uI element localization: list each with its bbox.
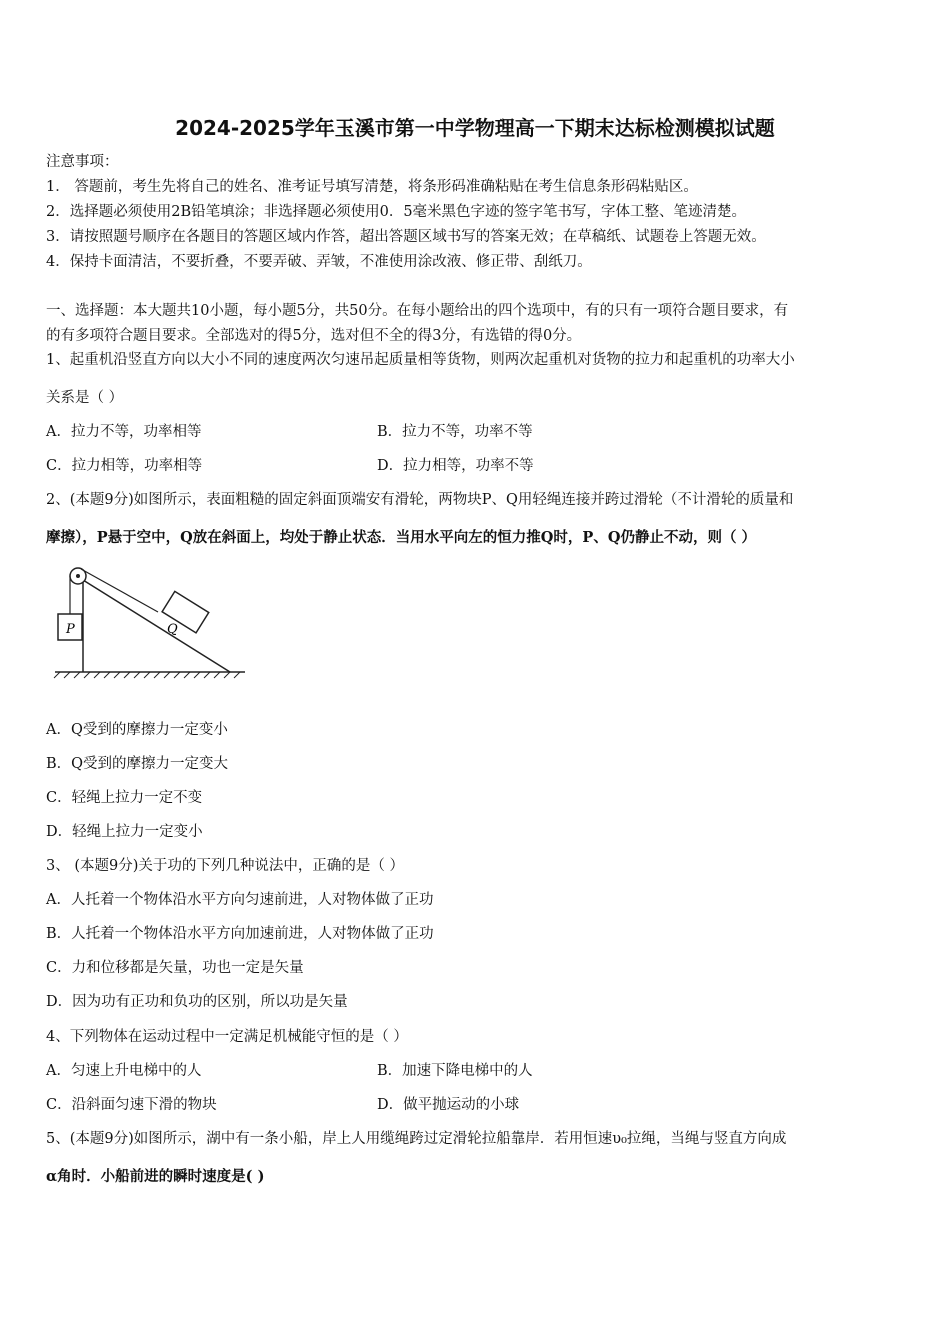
notice-item: 3．请按照题号顺序在各题目的答题区域内作答，超出答题区域书写的答案无效；在草稿纸、试题卷上答题无效。 xyxy=(46,229,766,245)
q4-option-c: C．沿斜面匀速下滑的物块 xyxy=(46,1097,217,1113)
incline-pulley-diagram xyxy=(50,562,250,682)
section-instructions-line2: 的有多项符合题目要求。全部选对的得5分，选对但不全的得3分，有选错的得0分。 xyxy=(46,328,582,344)
q3-stem: 3、 (本题9分)关于功的下列几种说法中，正确的是（ ） xyxy=(46,858,404,874)
q2-option-b: B．Q受到的摩擦力一定变大 xyxy=(46,756,229,772)
incline-slope xyxy=(83,580,230,672)
q2-option-c: C．轻绳上拉力一定不变 xyxy=(46,790,203,806)
q2-option-d: D．轻绳上拉力一定变小 xyxy=(46,824,203,840)
notice-item: 4．保持卡面清洁，不要折叠，不要弄破、弄皱，不准使用涂改液、修正带、刮纸刀。 xyxy=(46,254,592,270)
rope-to-q xyxy=(81,569,158,612)
q3-option-d: D．因为功有正功和负功的区别，所以功是矢量 xyxy=(46,994,348,1010)
q3-option-c: C．力和位移都是矢量，功也一定是矢量 xyxy=(46,960,304,976)
block-q-label: Q xyxy=(167,622,178,637)
q2-stem-line2: 摩擦），P悬于空中，Q放在斜面上，均处于静止状态．当用水平向左的恒力推Q时，P、Q仍静止不动，则（ ） xyxy=(46,529,756,546)
q4-stem: 4、下列物体在运动过程中一定满足机械能守恒的是（ ） xyxy=(46,1029,408,1045)
q1-option-d: D．拉力相等，功率不等 xyxy=(377,458,534,474)
q1-stem-line1: 1、起重机沿竖直方向以大小不同的速度两次匀速吊起质量相等货物，则两次起重机对货物的拉力和起重机的功率大小 xyxy=(46,352,795,368)
q4-option-b: B．加速下降电梯中的人 xyxy=(377,1063,533,1079)
q2-stem-line1: 2、(本题9分)如图所示，表面粗糙的固定斜面顶端安有滑轮，两物块P、Q用轻绳连接并跨过滑轮（不计滑轮的质量和 xyxy=(46,492,794,508)
notice-heading: 注意事项： xyxy=(46,154,119,170)
section-instructions-line1: 一、选择题：本大题共10小题，每小题5分，共50分。在每小题给出的四个选项中，有的只有一项符合题目要求，有 xyxy=(46,303,789,319)
q1-option-c: C．拉力相等，功率相等 xyxy=(46,458,203,474)
q5-stem-line2: α角时．小船前进的瞬时速度是( ) xyxy=(46,1168,265,1185)
q3-option-a: A．人托着一个物体沿水平方向匀速前进，人对物体做了正功 xyxy=(46,892,434,908)
q1-option-a: A．拉力不等，功率相等 xyxy=(46,424,202,440)
q4-option-a: A．匀速上升电梯中的人 xyxy=(46,1063,202,1079)
q3-option-b: B．人托着一个物体沿水平方向加速前进，人对物体做了正功 xyxy=(46,926,434,942)
ground-hatching xyxy=(54,672,240,678)
q4-option-d: D．做平抛运动的小球 xyxy=(377,1097,520,1113)
pulley-axle xyxy=(76,574,80,578)
q1-stem-line2: 关系是（ ） xyxy=(46,390,124,406)
block-p-label: P xyxy=(66,622,75,637)
notice-item: 1． 答题前，考生先将自己的姓名、准考证号填写清楚，将条形码准确粘贴在考生信息条形码粘贴区。 xyxy=(46,179,698,195)
q5-stem-line1: 5、(本题9分)如图所示，湖中有一条小船，岸上人用缆绳跨过定滑轮拉船靠岸．若用恒速υ₀拉绳，当绳与竖直方向成 xyxy=(46,1131,787,1147)
page-title: 2024-2025学年玉溪市第一中学物理高一下期末达标检测模拟试题 xyxy=(175,116,775,140)
q2-option-a: A．Q受到的摩擦力一定变小 xyxy=(46,722,228,738)
q1-option-b: B．拉力不等，功率不等 xyxy=(377,424,533,440)
notice-item: 2．选择题必须使用2B铅笔填涂；非选择题必须使用0．5毫米黑色字迹的签字笔书写，字体工整、笔迹清楚。 xyxy=(46,204,747,220)
